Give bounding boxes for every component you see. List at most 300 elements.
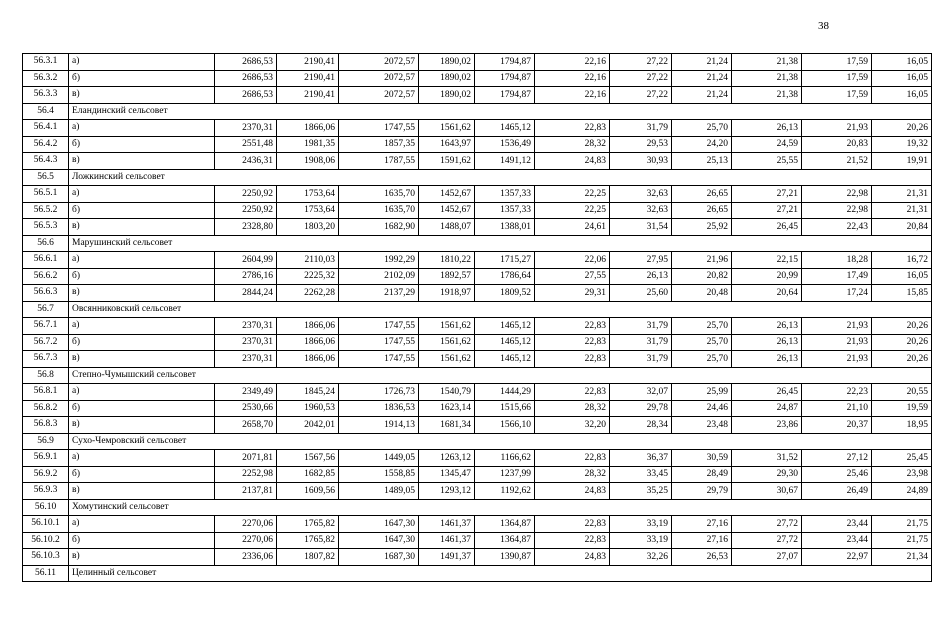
value-cell: 16,72 — [872, 252, 932, 269]
value-cell: 21,96 — [672, 252, 732, 269]
value-cell: 23,44 — [802, 532, 872, 549]
value-cell: 1558,85 — [339, 466, 419, 483]
value-cell: 2110,03 — [277, 252, 339, 269]
value-cell: 1914,13 — [339, 417, 419, 434]
row-code: 56.4 — [23, 103, 69, 120]
value-cell: 22,25 — [535, 186, 610, 203]
row-code: 56.10.1 — [23, 516, 69, 533]
row-code: 56.6.1 — [23, 252, 69, 269]
value-cell: 28,32 — [535, 466, 610, 483]
section-name: Марушинский сельсовет — [69, 235, 932, 252]
value-cell: 2072,57 — [339, 70, 419, 87]
value-cell: 25,60 — [610, 285, 672, 302]
value-cell: 31,79 — [610, 351, 672, 368]
value-cell: 2349,49 — [215, 384, 277, 401]
value-cell: 20,64 — [732, 285, 802, 302]
value-cell: 1465,12 — [475, 120, 535, 137]
table-row — [23, 532, 932, 549]
row-variant: а) — [69, 252, 215, 269]
row-code: 56.9.3 — [23, 483, 69, 500]
value-cell: 2102,09 — [339, 268, 419, 285]
table-row — [23, 70, 932, 87]
value-cell: 30,67 — [732, 483, 802, 500]
value-cell: 29,30 — [732, 466, 802, 483]
value-cell: 1488,07 — [419, 219, 475, 236]
value-cell: 16,05 — [872, 70, 932, 87]
row-code: 56.6.3 — [23, 285, 69, 302]
value-cell: 17,59 — [802, 87, 872, 104]
row-code: 56.8.1 — [23, 384, 69, 401]
table-row — [23, 483, 932, 500]
value-cell: 2252,98 — [215, 466, 277, 483]
section-name: Ложкинский сельсовет — [69, 169, 932, 186]
section-row — [23, 499, 932, 516]
value-cell: 21,38 — [732, 70, 802, 87]
value-cell: 22,83 — [535, 318, 610, 335]
value-cell: 20,82 — [672, 268, 732, 285]
table-row — [23, 252, 932, 269]
value-cell: 21,93 — [802, 318, 872, 335]
value-cell: 16,05 — [872, 268, 932, 285]
value-cell: 2370,31 — [215, 334, 277, 351]
value-cell: 23,44 — [802, 516, 872, 533]
table-row — [23, 417, 932, 434]
row-variant: б) — [69, 532, 215, 549]
tariff-table — [22, 53, 932, 582]
table-row — [23, 120, 932, 137]
value-cell: 27,16 — [672, 532, 732, 549]
value-cell: 22,83 — [535, 516, 610, 533]
row-variant: б) — [69, 136, 215, 153]
value-cell: 22,06 — [535, 252, 610, 269]
value-cell: 1726,73 — [339, 384, 419, 401]
value-cell: 2190,41 — [277, 70, 339, 87]
table-row — [23, 153, 932, 170]
row-variant: в) — [69, 483, 215, 500]
row-code: 56.7.2 — [23, 334, 69, 351]
value-cell: 18,28 — [802, 252, 872, 269]
value-cell: 1263,12 — [419, 450, 475, 467]
row-code: 56.7.3 — [23, 351, 69, 368]
row-variant: а) — [69, 120, 215, 137]
row-variant: б) — [69, 334, 215, 351]
value-cell: 21,93 — [802, 351, 872, 368]
value-cell: 1960,53 — [277, 400, 339, 417]
value-cell: 1794,87 — [475, 87, 535, 104]
value-cell: 21,75 — [872, 532, 932, 549]
value-cell: 22,83 — [535, 351, 610, 368]
value-cell: 32,26 — [610, 549, 672, 566]
value-cell: 22,25 — [535, 202, 610, 219]
value-cell: 1890,02 — [419, 70, 475, 87]
row-code: 56.8 — [23, 367, 69, 384]
value-cell: 1609,56 — [277, 483, 339, 500]
value-cell: 27,16 — [672, 516, 732, 533]
value-cell: 1836,53 — [339, 400, 419, 417]
value-cell: 16,05 — [872, 54, 932, 71]
value-cell: 21,93 — [802, 120, 872, 137]
section-row — [23, 433, 932, 450]
table-row — [23, 186, 932, 203]
value-cell: 1449,05 — [339, 450, 419, 467]
table-row — [23, 219, 932, 236]
value-cell: 20,99 — [732, 268, 802, 285]
value-cell: 1293,12 — [419, 483, 475, 500]
value-cell: 2370,31 — [215, 351, 277, 368]
value-cell: 1992,29 — [339, 252, 419, 269]
value-cell: 1452,67 — [419, 202, 475, 219]
value-cell: 1747,55 — [339, 334, 419, 351]
value-cell: 1908,06 — [277, 153, 339, 170]
value-cell: 1807,82 — [277, 549, 339, 566]
row-variant: а) — [69, 318, 215, 335]
row-variant: б) — [69, 202, 215, 219]
value-cell: 22,83 — [535, 532, 610, 549]
value-cell: 31,79 — [610, 334, 672, 351]
value-cell: 1857,35 — [339, 136, 419, 153]
value-cell: 20,26 — [872, 318, 932, 335]
value-cell: 25,13 — [672, 153, 732, 170]
value-cell: 1647,30 — [339, 516, 419, 533]
value-cell: 30,59 — [672, 450, 732, 467]
value-cell: 32,20 — [535, 417, 610, 434]
value-cell: 2250,92 — [215, 202, 277, 219]
row-variant: б) — [69, 400, 215, 417]
value-cell: 15,85 — [872, 285, 932, 302]
value-cell: 2225,32 — [277, 268, 339, 285]
row-variant: б) — [69, 268, 215, 285]
value-cell: 2686,53 — [215, 87, 277, 104]
row-code: 56.9.1 — [23, 450, 69, 467]
row-code: 56.4.2 — [23, 136, 69, 153]
value-cell: 26,45 — [732, 384, 802, 401]
value-cell: 27,12 — [802, 450, 872, 467]
value-cell: 2530,66 — [215, 400, 277, 417]
row-code: 56.7 — [23, 301, 69, 318]
value-cell: 21,38 — [732, 87, 802, 104]
value-cell: 28,32 — [535, 400, 610, 417]
value-cell: 1465,12 — [475, 351, 535, 368]
value-cell: 1390,87 — [475, 549, 535, 566]
value-cell: 22,83 — [535, 334, 610, 351]
value-cell: 1809,52 — [475, 285, 535, 302]
section-name: Еландинский сельсовет — [69, 103, 932, 120]
value-cell: 1357,33 — [475, 202, 535, 219]
value-cell: 24,83 — [535, 153, 610, 170]
row-code: 56.6 — [23, 235, 69, 252]
table-row — [23, 466, 932, 483]
row-code: 56.3.2 — [23, 70, 69, 87]
table-row — [23, 202, 932, 219]
value-cell: 26,13 — [732, 351, 802, 368]
value-cell: 33,45 — [610, 466, 672, 483]
table-row — [23, 54, 932, 71]
value-cell: 23,86 — [732, 417, 802, 434]
value-cell: 26,13 — [732, 120, 802, 137]
value-cell: 26,13 — [732, 318, 802, 335]
value-cell: 1681,34 — [419, 417, 475, 434]
table-row — [23, 450, 932, 467]
value-cell: 21,24 — [672, 54, 732, 71]
value-cell: 22,97 — [802, 549, 872, 566]
value-cell: 25,70 — [672, 351, 732, 368]
value-cell: 29,79 — [672, 483, 732, 500]
row-code: 56.3.1 — [23, 54, 69, 71]
value-cell: 28,34 — [610, 417, 672, 434]
value-cell: 2262,28 — [277, 285, 339, 302]
value-cell: 1803,20 — [277, 219, 339, 236]
value-cell: 2072,57 — [339, 54, 419, 71]
value-cell: 1753,64 — [277, 202, 339, 219]
row-variant: б) — [69, 70, 215, 87]
value-cell: 27,07 — [732, 549, 802, 566]
row-code: 56.5.2 — [23, 202, 69, 219]
value-cell: 1465,12 — [475, 318, 535, 335]
row-code: 56.8.2 — [23, 400, 69, 417]
value-cell: 20,26 — [872, 120, 932, 137]
value-cell: 1444,29 — [475, 384, 535, 401]
value-cell: 33,19 — [610, 532, 672, 549]
value-cell: 27,55 — [535, 268, 610, 285]
value-cell: 1237,99 — [475, 466, 535, 483]
value-cell: 1918,97 — [419, 285, 475, 302]
value-cell: 1866,06 — [277, 351, 339, 368]
value-cell: 2658,70 — [215, 417, 277, 434]
value-cell: 22,23 — [802, 384, 872, 401]
row-variant: в) — [69, 285, 215, 302]
value-cell: 1647,30 — [339, 532, 419, 549]
value-cell: 1794,87 — [475, 70, 535, 87]
value-cell: 1623,14 — [419, 400, 475, 417]
value-cell: 20,55 — [872, 384, 932, 401]
value-cell: 1866,06 — [277, 318, 339, 335]
value-cell: 1515,66 — [475, 400, 535, 417]
value-cell: 2250,92 — [215, 186, 277, 203]
value-cell: 17,59 — [802, 54, 872, 71]
value-cell: 30,93 — [610, 153, 672, 170]
value-cell: 28,49 — [672, 466, 732, 483]
value-cell: 20,84 — [872, 219, 932, 236]
value-cell: 22,98 — [802, 202, 872, 219]
value-cell: 33,19 — [610, 516, 672, 533]
row-code: 56.5.1 — [23, 186, 69, 203]
table-row — [23, 400, 932, 417]
value-cell: 21,38 — [732, 54, 802, 71]
value-cell: 1635,70 — [339, 202, 419, 219]
value-cell: 1461,37 — [419, 516, 475, 533]
value-cell: 1591,62 — [419, 153, 475, 170]
value-cell: 1981,35 — [277, 136, 339, 153]
section-row — [23, 367, 932, 384]
value-cell: 27,22 — [610, 87, 672, 104]
row-code: 56.4.1 — [23, 120, 69, 137]
row-variant: в) — [69, 417, 215, 434]
value-cell: 2686,53 — [215, 70, 277, 87]
value-cell: 23,48 — [672, 417, 732, 434]
value-cell: 31,79 — [610, 120, 672, 137]
table-row — [23, 285, 932, 302]
section-row — [23, 565, 932, 582]
value-cell: 2686,53 — [215, 54, 277, 71]
value-cell: 2328,80 — [215, 219, 277, 236]
value-cell: 21,31 — [872, 186, 932, 203]
value-cell: 19,91 — [872, 153, 932, 170]
value-cell: 1890,02 — [419, 87, 475, 104]
value-cell: 27,22 — [610, 70, 672, 87]
value-cell: 27,72 — [732, 532, 802, 549]
value-cell: 36,37 — [610, 450, 672, 467]
value-cell: 18,95 — [872, 417, 932, 434]
row-variant: а) — [69, 450, 215, 467]
row-variant: а) — [69, 384, 215, 401]
value-cell: 25,92 — [672, 219, 732, 236]
row-code: 56.5.3 — [23, 219, 69, 236]
value-cell: 2844,24 — [215, 285, 277, 302]
value-cell: 31,54 — [610, 219, 672, 236]
value-cell: 32,63 — [610, 186, 672, 203]
value-cell: 27,72 — [732, 516, 802, 533]
value-cell: 1765,82 — [277, 516, 339, 533]
table-row — [23, 351, 932, 368]
row-code: 56.8.3 — [23, 417, 69, 434]
value-cell: 22,83 — [535, 120, 610, 137]
section-name: Сухо-Чемровский сельсовет — [69, 433, 932, 450]
value-cell: 1192,62 — [475, 483, 535, 500]
value-cell: 20,48 — [672, 285, 732, 302]
value-cell: 31,52 — [732, 450, 802, 467]
value-cell: 1561,62 — [419, 334, 475, 351]
value-cell: 17,49 — [802, 268, 872, 285]
table-row — [23, 334, 932, 351]
value-cell: 21,52 — [802, 153, 872, 170]
table-row — [23, 384, 932, 401]
value-cell: 25,55 — [732, 153, 802, 170]
value-cell: 16,05 — [872, 87, 932, 104]
value-cell: 26,65 — [672, 186, 732, 203]
value-cell: 26,13 — [610, 268, 672, 285]
table-row — [23, 318, 932, 335]
value-cell: 22,16 — [535, 87, 610, 104]
value-cell: 1866,06 — [277, 334, 339, 351]
row-code: 56.10 — [23, 499, 69, 516]
row-code: 56.10.3 — [23, 549, 69, 566]
section-name: Целинный сельсовет — [69, 565, 932, 582]
value-cell: 22,83 — [535, 384, 610, 401]
value-cell: 27,95 — [610, 252, 672, 269]
value-cell: 24,61 — [535, 219, 610, 236]
row-variant: в) — [69, 219, 215, 236]
value-cell: 22,15 — [732, 252, 802, 269]
value-cell: 1452,67 — [419, 186, 475, 203]
value-cell: 25,70 — [672, 334, 732, 351]
value-cell: 24,89 — [872, 483, 932, 500]
section-name: Степно-Чумышский сельсовет — [69, 367, 932, 384]
value-cell: 35,25 — [610, 483, 672, 500]
row-variant: в) — [69, 87, 215, 104]
section-name: Овсянниковский сельсовет — [69, 301, 932, 318]
value-cell: 1461,37 — [419, 532, 475, 549]
value-cell: 26,65 — [672, 202, 732, 219]
value-cell: 21,93 — [802, 334, 872, 351]
value-cell: 27,22 — [610, 54, 672, 71]
value-cell: 28,32 — [535, 136, 610, 153]
value-cell: 2370,31 — [215, 120, 277, 137]
value-cell: 24,59 — [732, 136, 802, 153]
table-row — [23, 516, 932, 533]
section-row — [23, 103, 932, 120]
value-cell: 2336,06 — [215, 549, 277, 566]
value-cell: 25,99 — [672, 384, 732, 401]
value-cell: 1465,12 — [475, 334, 535, 351]
value-cell: 1536,49 — [475, 136, 535, 153]
row-code: 56.9 — [23, 433, 69, 450]
value-cell: 1166,62 — [475, 450, 535, 467]
row-code: 56.4.3 — [23, 153, 69, 170]
value-cell: 21,24 — [672, 70, 732, 87]
value-cell: 1388,01 — [475, 219, 535, 236]
value-cell: 2270,06 — [215, 532, 277, 549]
value-cell: 1753,64 — [277, 186, 339, 203]
value-cell: 1787,55 — [339, 153, 419, 170]
value-cell: 32,63 — [610, 202, 672, 219]
value-cell: 1489,05 — [339, 483, 419, 500]
value-cell: 21,34 — [872, 549, 932, 566]
value-cell: 1540,79 — [419, 384, 475, 401]
value-cell: 1561,62 — [419, 318, 475, 335]
value-cell: 1786,64 — [475, 268, 535, 285]
value-cell: 20,83 — [802, 136, 872, 153]
table-body — [23, 54, 932, 582]
value-cell: 1682,90 — [339, 219, 419, 236]
row-code: 56.10.2 — [23, 532, 69, 549]
value-cell: 22,43 — [802, 219, 872, 236]
value-cell: 2072,57 — [339, 87, 419, 104]
value-cell: 29,53 — [610, 136, 672, 153]
value-cell: 20,26 — [872, 351, 932, 368]
value-cell: 1747,55 — [339, 120, 419, 137]
value-cell: 19,59 — [872, 400, 932, 417]
value-cell: 2042,01 — [277, 417, 339, 434]
value-cell: 1747,55 — [339, 351, 419, 368]
value-cell: 2137,29 — [339, 285, 419, 302]
value-cell: 21,10 — [802, 400, 872, 417]
value-cell: 20,26 — [872, 334, 932, 351]
row-code: 56.6.2 — [23, 268, 69, 285]
value-cell: 1364,87 — [475, 516, 535, 533]
page-number: 38 — [818, 20, 829, 32]
value-cell: 1491,37 — [419, 549, 475, 566]
value-cell: 29,31 — [535, 285, 610, 302]
value-cell: 21,75 — [872, 516, 932, 533]
value-cell: 26,53 — [672, 549, 732, 566]
row-variant: в) — [69, 351, 215, 368]
value-cell: 2190,41 — [277, 87, 339, 104]
value-cell: 24,46 — [672, 400, 732, 417]
value-cell: 2604,99 — [215, 252, 277, 269]
value-cell: 31,79 — [610, 318, 672, 335]
value-cell: 2071,81 — [215, 450, 277, 467]
row-code: 56.3.3 — [23, 87, 69, 104]
value-cell: 1715,27 — [475, 252, 535, 269]
value-cell: 1765,82 — [277, 532, 339, 549]
value-cell: 1682,85 — [277, 466, 339, 483]
value-cell: 25,46 — [802, 466, 872, 483]
value-cell: 25,70 — [672, 120, 732, 137]
value-cell: 1892,57 — [419, 268, 475, 285]
row-variant: в) — [69, 549, 215, 566]
value-cell: 2270,06 — [215, 516, 277, 533]
value-cell: 1810,22 — [419, 252, 475, 269]
